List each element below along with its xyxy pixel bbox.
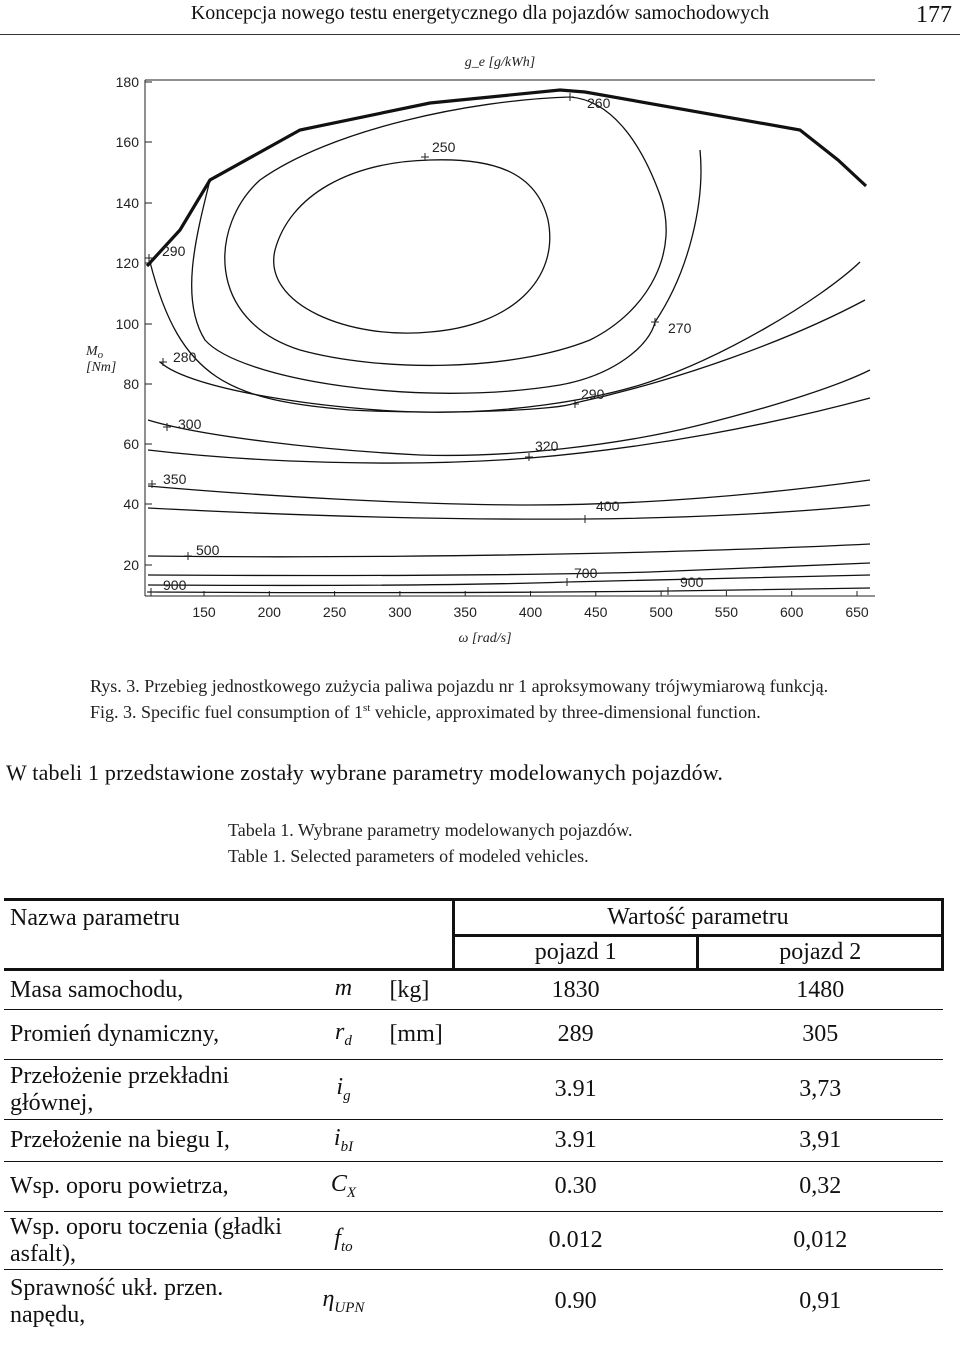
body-paragraph: W tabeli 1 przedstawione zostały wybrane parametry modelowanych pojazdów. [6,760,724,785]
parameter-symbol [304,970,384,1010]
vehicle-2-value: 0,32 [799,1173,842,1199]
parameter-symbol [304,1212,384,1270]
symbol-subscript: g [343,1087,351,1104]
x-tick-label: 450 [584,604,608,620]
contour-label: 320 [535,438,559,454]
y-tick-label: 60 [123,436,139,452]
contour-500 [148,544,870,557]
symbol-letter: η [322,1286,335,1313]
contour-label: 290 [162,243,186,259]
contour-label: 250 [432,139,456,155]
parameter-unit [383,1120,453,1162]
fuel-consumption-contour-chart [0,40,960,655]
contour-400 [148,505,870,519]
contour-label: 700 [574,565,598,581]
contour-label: 270 [668,320,692,336]
vehicle-1-value: 289 [557,1021,594,1047]
symbol-subscript: bI [340,1138,354,1155]
x-tick-label: 300 [388,604,412,620]
figure-caption-polish: Rys. 3. Przebieg jednostkowego zużycia paliwa pojazdu nr 1 aproksymowany trójwymiarową funkcją. [90,676,829,696]
page-number: 177 [916,2,952,28]
x-tick-label: 250 [322,604,347,620]
parameter-name: Przełożenie na biegu I, [10,1127,230,1153]
max-torque-curve [147,90,866,266]
x-tick-label: 400 [518,604,543,620]
parameter-name: Sprawność ukł. przen. napędu, [10,1274,224,1328]
vehicle-1-value: 0.012 [548,1227,603,1253]
contour-600 [148,563,870,576]
y-tick-label: 120 [115,255,139,271]
symbol-letter: m [334,974,353,1001]
vehicle-2-value: 0,012 [793,1227,848,1253]
y-tick-label: 140 [115,195,139,211]
running-title: Koncepcja nowego testu energetycznego dla pojazdów samochodowych [190,2,770,24]
vehicle-1-value: 1830 [551,976,600,1003]
contour-280 [160,262,860,412]
x-axis-label: ω [rad/s] [458,631,512,646]
symbol-subscript: d [344,1032,352,1049]
x-tick-label: 150 [192,604,216,620]
parameter-symbol [304,1162,384,1212]
contour-label: 350 [163,471,187,487]
table-row [4,1120,943,1162]
contour-label: 500 [196,542,220,558]
x-tick-label: 500 [649,604,673,620]
contour-label: 400 [596,498,620,514]
y-axis-unit-label: [Nm] [86,360,117,375]
x-tick-label: 350 [453,604,477,620]
vehicle-2-value: 3,73 [799,1076,842,1102]
y-tick-label: 80 [123,376,139,392]
parameter-name: Przełożenie przekładni głównej, [10,1062,230,1116]
vehicle-2-value: 3,91 [799,1127,842,1153]
symbol-letter: C [330,1171,347,1198]
parameter-symbol [304,1120,384,1162]
table-row [4,1270,943,1334]
y-tick-label: 40 [123,496,139,512]
table-body [4,970,943,1334]
symbol-letter: f [334,1225,341,1252]
figure-caption-english [90,702,761,723]
parameter-name: Promień dynamiczny, [10,1021,220,1047]
contour-label: 290 [581,386,605,402]
table-row [4,970,943,1010]
parameter-symbol [304,1010,384,1060]
contour-label: 280 [173,349,197,365]
x-axis-ticks [192,591,869,620]
y-axis-label: $M_o$ [86,344,104,361]
contour-lines [148,97,870,593]
parameter-name: Masa samochodu, [10,976,184,1003]
symbol-subscript: X [346,1184,357,1201]
contour-250 [274,160,550,333]
table-row [4,1212,943,1270]
chart-title: g_e [g/kWh] [464,55,536,70]
header-parameter-name: Nazwa parametru [4,900,453,970]
parameter-name: Wsp. oporu toczenia (gładki asfalt), [10,1213,282,1267]
vehicle-1-value: 3.91 [554,1127,597,1153]
parameter-unit [383,1162,453,1212]
page-header [0,0,960,35]
x-tick-label: 600 [780,604,804,620]
symbol-subscript: to [340,1238,353,1255]
header-parameter-value: Wartość parametru [453,900,942,936]
vehicle-2-value: 0,91 [799,1288,842,1315]
figure-caption-en-sup: st [362,702,371,714]
parameter-name: Wsp. oporu powietrza, [10,1173,229,1199]
symbol-letter: i [333,1125,341,1152]
figure-caption-en-pre: Fig. 3. Specific fuel consumption of 1 [90,702,363,722]
parameters-table [4,898,944,1334]
parameter-unit [383,1212,453,1270]
parameter-unit [383,1270,453,1334]
vehicle-1-value: 3.91 [554,1076,597,1102]
contour-label: 900 [163,577,187,593]
parameter-symbol [304,1270,384,1334]
contour-700 [148,575,870,585]
label-tick-marks [145,93,672,596]
table-row [4,1060,943,1120]
contour-900 [148,588,870,593]
contour-350 [148,480,870,505]
contour-300 [148,370,870,455]
x-tick-label: 200 [257,604,281,620]
figure-caption-en-post: vehicle, approximated by three-dimensional function. [370,702,761,722]
symbol-subscript: UPN [334,1300,365,1317]
y-tick-label: 100 [115,316,139,332]
vehicle-1-value: 0.90 [554,1288,597,1315]
contour-label: 260 [587,95,611,111]
y-tick-label: 20 [123,557,139,573]
table-header-row [4,900,943,936]
vehicle-2-value: 1480 [796,976,845,1003]
contour-label: 900 [680,574,704,590]
y-tick-label: 180 [115,74,139,90]
y-axis-ticks [116,74,152,573]
header-vehicle-2: pojazd 2 [698,936,943,970]
x-tick-label: 550 [714,604,739,620]
parameter-unit: [kg] [389,976,430,1003]
contour-270 [192,150,701,393]
x-tick-label: 650 [845,604,869,620]
table-row [4,1010,943,1060]
contour-260 [225,97,666,365]
vehicle-1-value: 0.30 [554,1173,597,1199]
vehicle-2-value: 305 [802,1021,839,1047]
y-tick-label: 160 [115,134,139,150]
parameter-unit: [mm] [389,1021,443,1047]
symbol-letter: r [335,1019,345,1046]
contour-290 [150,262,865,412]
parameter-unit [383,1060,453,1120]
contour-label: 300 [178,416,202,432]
table-caption-polish: Tabela 1. Wybrane parametry modelowanych pojazdów. [228,820,633,840]
parameter-symbol [304,1060,384,1120]
table-caption-english: Table 1. Selected parameters of modeled vehicles. [228,846,589,866]
table-row [4,1162,943,1212]
header-vehicle-1: pojazd 1 [453,936,698,970]
symbol-letter: i [336,1074,344,1101]
